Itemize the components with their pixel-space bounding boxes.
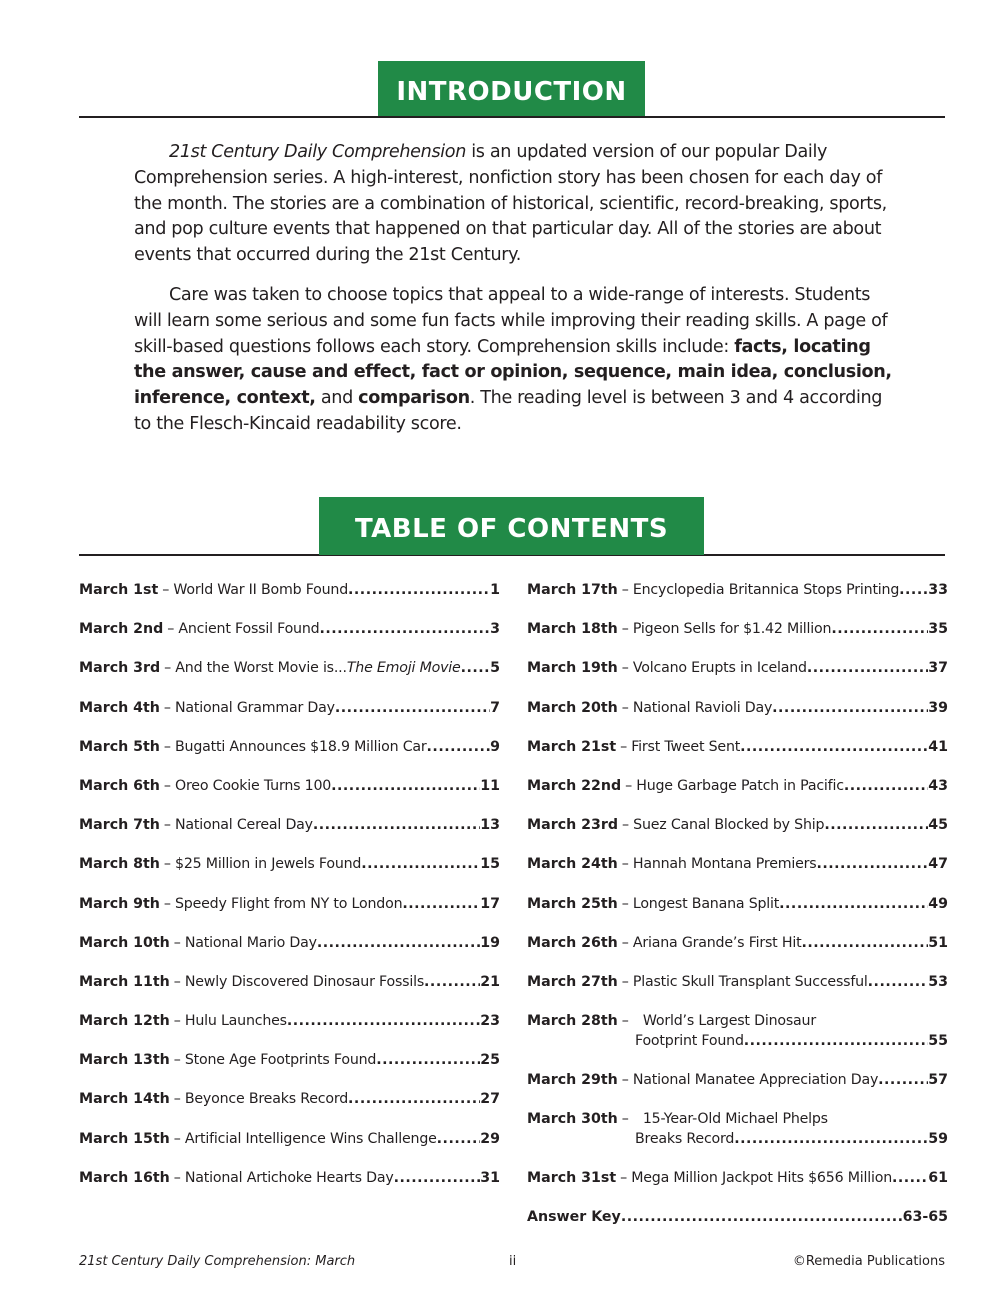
toc-entry[interactable]: [79, 1052, 500, 1091]
toc-title-text: $25 Million in Jewels Found: [175, 856, 362, 873]
toc-title: [633, 817, 824, 833]
toc-line: [527, 660, 948, 680]
toc-date: March 5th: [79, 738, 160, 755]
toc-date: March 20th: [527, 699, 618, 716]
introduction-heading: INTRODUCTION: [378, 61, 645, 116]
toc-entry[interactable]: [79, 621, 500, 660]
toc-entry[interactable]: [527, 974, 948, 1013]
toc-leader-dots: [878, 1072, 928, 1088]
toc-line: [527, 778, 948, 798]
toc-leader-dots: [348, 1091, 480, 1107]
toc-line: [527, 1013, 948, 1033]
toc-title: [185, 935, 317, 951]
toc-date: March 3rd: [79, 660, 161, 677]
toc-title: [175, 700, 335, 716]
toc-title-text: National Ravioli Day: [632, 699, 773, 716]
toc-page-number: 5: [490, 660, 500, 677]
toc-page-number: 57: [928, 1071, 948, 1088]
toc-line: [79, 1170, 500, 1190]
toc-line: [79, 778, 500, 798]
answer-key-pages: 63-65: [902, 1209, 948, 1226]
toc-entry[interactable]: [527, 1111, 948, 1170]
toc-line: [79, 974, 500, 994]
toc-title-line2: Footprint Found: [635, 1032, 744, 1049]
toc-title: [185, 1052, 376, 1068]
toc-date: March 21st: [527, 738, 617, 755]
skill-comparison: comparison: [358, 388, 470, 409]
toc-leader-dots: [376, 1052, 480, 1068]
toc-entry[interactable]: [527, 896, 948, 935]
toc-title: [175, 856, 361, 872]
toc-page-number: 17: [480, 895, 500, 912]
toc-dash: –: [163, 817, 171, 834]
introduction-rule: [79, 116, 945, 118]
toc-line: [527, 1072, 948, 1092]
toc-leader-dots: [801, 935, 928, 951]
toc-date: March 31st: [527, 1169, 617, 1186]
toc-date: March 17th: [527, 582, 618, 598]
toc-title: [173, 582, 348, 598]
toc-dash: –: [163, 777, 171, 794]
toc-entry[interactable]: [79, 856, 500, 895]
toc-title: [185, 1013, 287, 1029]
toc-title: [633, 660, 807, 676]
toc-entry[interactable]: [79, 660, 500, 699]
toc-heading: TABLE OF CONTENTS: [319, 497, 704, 555]
toc-dash: –: [163, 738, 171, 755]
toc-page-number: 31: [480, 1169, 500, 1186]
toc-title: [633, 621, 831, 637]
toc-page-number: 7: [490, 699, 500, 716]
toc-date: March 24th: [527, 856, 618, 873]
toc-date: March 22nd: [527, 777, 622, 794]
toc-title-text: National Artichoke Hearts Day: [184, 1169, 394, 1186]
toc-entry[interactable]: [79, 582, 500, 621]
toc-page-number: 11: [480, 777, 500, 794]
intro-paragraph-2: [134, 283, 894, 438]
toc-line: [79, 1091, 500, 1111]
toc-dash: –: [173, 1169, 181, 1186]
toc-dash: –: [621, 1111, 629, 1128]
footer-copyright: ©Remedia Publications: [792, 1254, 945, 1269]
toc-title-text: Newly Discovered Dinosaur Fossils: [184, 973, 425, 990]
toc-leader-dots: [779, 896, 928, 912]
toc-dash: –: [622, 817, 630, 834]
toc-line: [79, 582, 500, 602]
toc-leader-dots: [394, 1170, 481, 1186]
toc-title-text: Plastic Skull Transplant Successful: [632, 973, 868, 990]
toc-dash: –: [163, 699, 171, 716]
toc-line: [527, 621, 948, 641]
toc-title: [633, 1072, 878, 1088]
toc-entry[interactable]: [527, 660, 948, 699]
toc-title: [185, 1170, 394, 1186]
intro-text: . The reading level is between 3 and 4 according to the Flesch-Kincaid readability score.: [134, 388, 883, 434]
toc-title-text: Encyclopedia Britannica Stops Printing: [632, 582, 900, 598]
toc-page-number: 13: [480, 817, 500, 834]
toc-dash: –: [621, 1071, 629, 1088]
toc-dash: –: [164, 660, 172, 677]
toc-entry[interactable]: [527, 1013, 948, 1072]
skills-list: facts, locating the answer, cause and effect, fact or opinion, sequence, main idea, conclusion, inference, context,: [134, 336, 892, 409]
toc-entry[interactable]: [79, 700, 500, 739]
toc-title: [633, 700, 772, 716]
toc-dash: –: [621, 582, 629, 598]
toc-title-text: Hannah Montana Premiers: [632, 856, 817, 873]
toc-date: March 4th: [79, 699, 160, 716]
toc-dash: –: [621, 973, 629, 990]
toc-entry[interactable]: [79, 1170, 500, 1209]
toc-entry[interactable]: [79, 974, 500, 1013]
toc-page-number: 53: [928, 973, 948, 990]
toc-date: March 15th: [79, 1130, 170, 1147]
toc-title-line1: World’s Largest Dinosaur: [642, 1013, 816, 1030]
toc-entry[interactable]: [527, 582, 948, 621]
toc-page-number: 37: [928, 660, 948, 677]
toc-line: [527, 1209, 948, 1229]
toc-page-number: 47: [928, 856, 948, 873]
toc-title: [175, 817, 313, 833]
toc-dash: –: [621, 621, 629, 638]
toc-entry[interactable]: [527, 935, 948, 974]
toc-date: March 29th: [527, 1071, 618, 1088]
toc-line: [79, 935, 500, 955]
toc-page-number: 29: [480, 1130, 500, 1147]
toc-line: [527, 896, 948, 916]
toc-title: [175, 896, 402, 912]
toc-page-number: 25: [480, 1052, 500, 1069]
toc-date: March 7th: [79, 817, 160, 834]
toc-line: [79, 660, 500, 680]
toc-dash: –: [173, 973, 181, 990]
toc-entry[interactable]: [79, 778, 500, 817]
toc-page-number: 35: [928, 621, 948, 638]
toc-line: [527, 856, 948, 876]
toc-page-number: 1: [490, 582, 500, 598]
toc-page-number: 61: [928, 1169, 948, 1186]
toc-leader-dots: [740, 739, 928, 755]
toc-dash: –: [621, 699, 629, 716]
toc-leader-dots: [424, 974, 480, 990]
toc-dash: –: [621, 1013, 629, 1030]
toc-date: March 1st: [79, 582, 159, 598]
toc-leader-dots: [437, 1131, 481, 1147]
toc-line: [527, 974, 948, 994]
toc-title: [175, 660, 460, 676]
intro-paragraph-1: [134, 140, 894, 269]
toc-line: [527, 1111, 948, 1131]
toc-line: [527, 1170, 948, 1190]
toc-entry[interactable]: [79, 817, 500, 856]
toc-leader-dots: [348, 582, 490, 598]
toc-page-number: 23: [480, 1013, 500, 1030]
toc-title-text: National Cereal Day: [175, 817, 313, 834]
toc-dash: –: [173, 1013, 181, 1030]
toc-leader-dots: [319, 621, 490, 637]
toc-leader-dots: [892, 1170, 928, 1186]
toc-title: [633, 896, 779, 912]
toc-leader-dots: [313, 817, 480, 833]
toc-title-text: Huge Garbage Patch in Pacific: [636, 777, 844, 794]
toc-line: [527, 700, 948, 720]
toc-dash: –: [621, 934, 629, 951]
toc-entry[interactable]: [527, 1170, 948, 1209]
toc-line: [79, 1013, 500, 1033]
intro-text: is an updated version of our popular Daily Comprehension series. A high-interest, nonfiction story has been chosen for each day of the month. The stories are a combination of historical, scientific, record-breaking, sports, and pop culture events that happened on that particular day. All of the stories are about events that occurred during the 21st Century.: [134, 142, 887, 266]
toc-leader-dots: [772, 700, 928, 716]
toc-page-number: 27: [480, 1091, 500, 1108]
toc-page-number: 45: [928, 817, 948, 834]
toc-line: [79, 739, 500, 759]
toc-answer-key[interactable]: [527, 1209, 948, 1233]
toc-title-text: Bugatti Announces $18.9 Million Car: [175, 738, 427, 755]
toc-entry[interactable]: [79, 935, 500, 974]
toc-title-text: Ancient Fossil Found: [178, 621, 320, 638]
toc-title-text: Ariana Grande’s First Hit: [632, 934, 802, 951]
toc-dash: –: [167, 621, 175, 638]
toc-line: [527, 817, 948, 837]
toc-leader-dots: [621, 1209, 903, 1225]
toc-date: March 10th: [79, 934, 170, 951]
toc-page-number: 19: [480, 934, 500, 951]
toc-dash: –: [173, 1130, 181, 1147]
toc-title-text: National Grammar Day: [175, 699, 335, 716]
toc-title: [633, 582, 899, 598]
toc-title-line2: Breaks Record: [635, 1130, 735, 1147]
toc-entry[interactable]: [527, 817, 948, 856]
intro-text: and: [315, 388, 359, 409]
toc-page-number: 43: [928, 777, 948, 794]
toc-entry[interactable]: [79, 1131, 500, 1170]
toc-title: [633, 974, 868, 990]
toc-leader-dots: [361, 856, 480, 872]
toc-date: March 12th: [79, 1013, 170, 1030]
toc-title-text: National Manatee Appreciation Day: [632, 1071, 879, 1088]
introduction-header: [79, 61, 945, 119]
toc-page-number: 55: [928, 1032, 948, 1049]
toc-dash: –: [625, 777, 633, 794]
toc-line: [79, 1052, 500, 1072]
toc-entry[interactable]: [527, 1072, 948, 1111]
toc-dash: –: [162, 582, 170, 598]
toc-leader-dots: [287, 1013, 480, 1029]
introduction-body: [134, 140, 894, 452]
toc-right-column: [527, 582, 948, 1233]
toc-dash: –: [620, 738, 628, 755]
toc-date: March 30th: [527, 1111, 618, 1128]
toc-title-text: Artificial Intelligence Wins Challenge: [184, 1130, 437, 1147]
toc-title: [633, 935, 802, 951]
toc-dash: –: [173, 1052, 181, 1069]
toc-entry[interactable]: [79, 739, 500, 778]
toc-title-text: Volcano Erupts in Iceland: [632, 660, 807, 677]
toc-title-text: First Tweet Sent: [631, 738, 741, 755]
toc-date: March 18th: [527, 621, 618, 638]
toc-date: March 27th: [527, 973, 618, 990]
toc-entry[interactable]: [79, 1013, 500, 1052]
page-number: ii: [509, 1254, 517, 1269]
toc-line: [527, 1033, 948, 1053]
toc-entry[interactable]: [527, 621, 948, 660]
toc-dash: –: [163, 895, 171, 912]
toc-line: [527, 935, 948, 955]
toc-leader-dots: [744, 1033, 929, 1049]
toc-title: [185, 1131, 437, 1147]
toc-date: March 23rd: [527, 817, 619, 834]
toc-title-text: And the Worst Movie is...: [175, 660, 347, 677]
toc-leader-dots: [402, 896, 480, 912]
toc-title-text: Hulu Launches: [184, 1013, 287, 1030]
toc-date: March 16th: [79, 1169, 170, 1186]
toc-date: March 8th: [79, 856, 160, 873]
toc-title: [631, 1170, 892, 1186]
toc-date: March 9th: [79, 895, 160, 912]
toc-title-italic: The Emoji Movie: [346, 660, 461, 677]
toc-leader-dots: [844, 778, 928, 794]
toc-line: [79, 1131, 500, 1151]
toc-leader-dots: [816, 856, 928, 872]
toc-title-text: Beyonce Breaks Record: [184, 1091, 349, 1108]
toc-line: [527, 1131, 948, 1151]
toc-page-number: 49: [928, 895, 948, 912]
toc-page-number: 51: [928, 934, 948, 951]
toc-page-number: 39: [928, 699, 948, 716]
toc-line: [79, 700, 500, 720]
toc-header: [79, 497, 945, 557]
toc-date: March 28th: [527, 1013, 618, 1030]
toc-leader-dots: [831, 621, 928, 637]
toc-page-number: 3: [490, 621, 500, 638]
toc-page-number: 41: [928, 738, 948, 755]
toc-title-text: Suez Canal Blocked by Ship: [633, 817, 825, 834]
toc-title-text: Stone Age Footprints Found: [184, 1052, 377, 1069]
answer-key-label: Answer Key: [527, 1209, 621, 1226]
toc-title-text: National Mario Day: [184, 934, 317, 951]
toc-entry[interactable]: [527, 778, 948, 817]
toc-leader-dots: [427, 739, 491, 755]
footer-book-title: 21st Century Daily Comprehension: March: [79, 1254, 356, 1269]
toc-leader-dots: [317, 935, 480, 951]
toc-dash: –: [621, 660, 629, 677]
toc-line: [79, 621, 500, 641]
toc-leader-dots: [461, 660, 491, 676]
toc-date: March 14th: [79, 1091, 170, 1108]
toc-dash: –: [621, 856, 629, 873]
page-footer: [79, 1254, 945, 1270]
toc-line: [527, 739, 948, 759]
toc-title-text: Longest Banana Split: [632, 895, 780, 912]
toc-page-number: 9: [490, 738, 500, 755]
toc-leader-dots: [899, 582, 928, 598]
toc-leader-dots: [824, 817, 928, 833]
toc-page-number: 33: [928, 582, 948, 598]
toc-date: March 19th: [527, 660, 618, 677]
toc-title-line1: 15-Year-Old Michael Phelps: [642, 1111, 828, 1128]
toc-entry[interactable]: [527, 700, 948, 739]
toc-dash: –: [621, 895, 629, 912]
toc-page-number: 21: [480, 973, 500, 990]
toc-leader-dots: [807, 660, 928, 676]
toc-line: [79, 856, 500, 876]
toc-entry[interactable]: [527, 739, 948, 778]
toc-leader-dots: [331, 778, 480, 794]
toc-date: March 11th: [79, 973, 170, 990]
toc-date: March 25th: [527, 895, 618, 912]
toc-dash: –: [173, 1091, 181, 1108]
toc-line: [79, 817, 500, 837]
toc-title: [185, 974, 424, 990]
toc-title-text: Speedy Flight from NY to London: [175, 895, 403, 912]
toc-title: [175, 778, 331, 794]
toc-date: March 2nd: [79, 621, 164, 638]
toc-dash: –: [173, 934, 181, 951]
toc-leader-dots: [335, 700, 490, 716]
toc-date: March 26th: [527, 934, 618, 951]
toc-title-text: Mega Million Jackpot Hits $656 Million: [631, 1169, 892, 1186]
toc-line: [527, 582, 948, 602]
toc-left-column: [79, 582, 500, 1209]
toc-date: March 13th: [79, 1052, 170, 1069]
toc-date: March 6th: [79, 777, 160, 794]
toc-page-number: 59: [928, 1130, 948, 1147]
toc-dash: –: [620, 1169, 628, 1186]
toc-title-text: Pigeon Sells for $1.42 Million: [632, 621, 832, 638]
book-title: 21st Century Daily Comprehension: [169, 142, 467, 162]
toc-title: [185, 1091, 348, 1107]
toc-title: [178, 621, 319, 637]
toc-dash: –: [163, 856, 171, 873]
toc-leader-dots: [734, 1131, 928, 1147]
toc-title-text: Oreo Cookie Turns 100: [175, 777, 332, 794]
toc-title: [636, 778, 844, 794]
toc-entry[interactable]: [527, 856, 948, 895]
toc-title: [175, 739, 427, 755]
toc-title: [631, 739, 740, 755]
intro-text: Care was taken to choose topics that appeal to a wide-range of interests. Students will learn some serious and some fun facts while improving their reading skills. A page of skill-based questions follows each story. Comprehension skills include:: [134, 284, 888, 357]
toc-title: [633, 856, 817, 872]
toc-leader-dots: [868, 974, 929, 990]
toc-line: [79, 896, 500, 916]
toc-entry[interactable]: [79, 1091, 500, 1130]
toc-page-number: 15: [480, 856, 500, 873]
toc-entry[interactable]: [79, 896, 500, 935]
toc-title-text: World War II Bomb Found: [173, 582, 349, 598]
